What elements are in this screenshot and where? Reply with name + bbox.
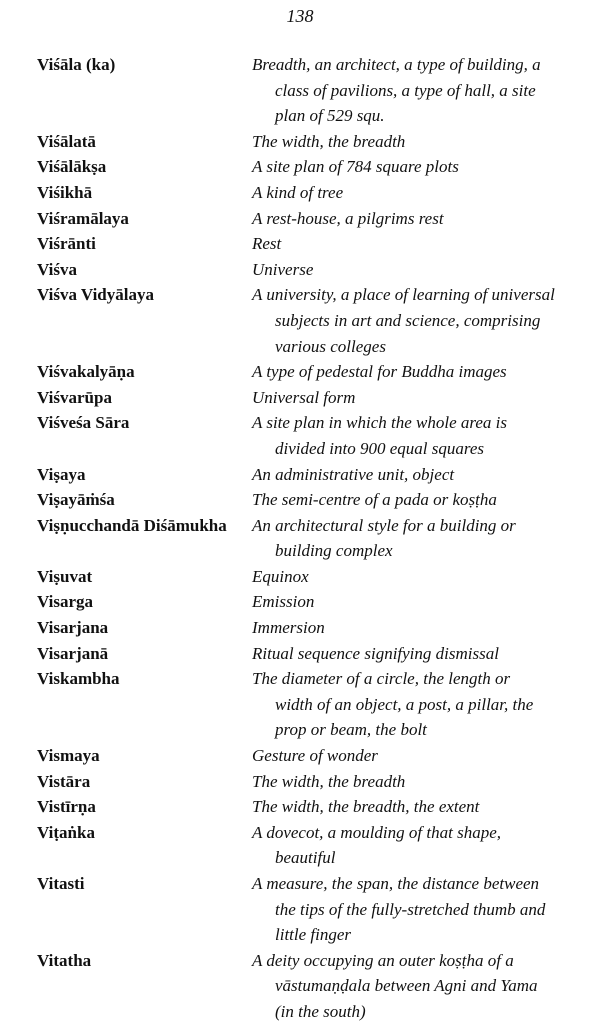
definition-line: A kind of tree xyxy=(252,182,344,202)
glossary-entry xyxy=(37,487,592,513)
glossary-entry xyxy=(37,769,592,795)
definition-line: A deity occupying an outer koṣṭha of a xyxy=(252,950,514,970)
definition-line: A dovecot, a moulding of that shape, xyxy=(252,822,501,842)
entry-term: Vismaya xyxy=(37,746,100,766)
entry-term: Viṣuvat xyxy=(37,566,93,586)
glossary-entry xyxy=(37,666,592,743)
entry-definition xyxy=(252,154,592,180)
glossary-entry xyxy=(37,257,592,283)
entry-term: Visarjana xyxy=(37,618,109,638)
entry-definition xyxy=(252,52,592,129)
definition-line: Immersion xyxy=(252,618,325,638)
entry-term: Viśramālaya xyxy=(37,208,129,228)
definition-line: The diameter of a circle, the length or xyxy=(252,669,511,689)
definition-line: A rest-house, a pilgrims rest xyxy=(252,208,444,228)
entry-definition xyxy=(252,641,592,667)
entry-term: Vitasti xyxy=(37,874,85,893)
definition-line: beautiful xyxy=(275,848,336,868)
definition-line: Emission xyxy=(252,592,315,612)
definition-line: The width, the breadth, the extent xyxy=(252,797,480,817)
entry-definition xyxy=(252,410,592,461)
definition-line: building complex xyxy=(275,541,393,561)
entry-definition xyxy=(252,487,592,513)
definition-line: prop or beam, the bolt xyxy=(275,720,427,740)
definition-line: Rest xyxy=(252,234,282,254)
glossary-entry xyxy=(37,359,592,385)
entry-definition xyxy=(252,206,592,232)
glossary-entry xyxy=(37,129,592,155)
entry-term: Viṣṇucchandā Diśāmukha xyxy=(37,515,227,535)
definition-line: class of pavilions, a type of hall, a site xyxy=(275,80,536,100)
definition-line: Gesture of wonder xyxy=(252,746,378,766)
glossary-entry xyxy=(37,410,592,461)
entry-term: Viśālākṣa xyxy=(37,157,107,177)
definition-line: Universal form xyxy=(252,387,356,407)
glossary-entry xyxy=(37,589,592,615)
entry-term: Viśvakalyāṇa xyxy=(37,362,135,382)
entry-definition xyxy=(252,180,592,206)
entry-term: Vitatha xyxy=(37,950,92,970)
entry-term: Viṣayāṁśa xyxy=(37,490,115,510)
definition-line: various colleges xyxy=(275,336,386,356)
entry-definition xyxy=(252,257,592,283)
entry-term: Viṭaṅka xyxy=(37,822,95,842)
definition-line: The width, the breadth xyxy=(252,131,406,151)
glossary-entry xyxy=(37,282,592,359)
definition-line: plan of 529 squ. xyxy=(275,106,385,126)
glossary-entry xyxy=(37,743,592,769)
glossary-entry xyxy=(37,231,592,257)
entry-term: Viśālatā xyxy=(37,131,96,151)
entry-term: Vistāra xyxy=(37,771,91,791)
glossary-entry xyxy=(37,52,592,129)
entry-definition xyxy=(252,794,592,820)
entry-definition xyxy=(252,359,592,385)
entry-term: Viśva xyxy=(37,259,77,279)
entry-definition xyxy=(252,385,592,411)
definition-line: A site plan in which the whole area is xyxy=(252,413,507,433)
glossary-entry xyxy=(37,794,592,820)
entry-term: Viskambha xyxy=(37,669,120,689)
definition-line: A university, a place of learning of universal xyxy=(252,285,555,305)
entry-definition xyxy=(252,769,592,795)
glossary-entry xyxy=(37,615,592,641)
entry-term: Vistīrṇa xyxy=(37,797,96,817)
entry-term: Viśrānti xyxy=(37,234,96,254)
entry-definition xyxy=(252,513,592,564)
entry-definition xyxy=(252,820,592,871)
glossary-entry xyxy=(37,948,592,1025)
entry-definition xyxy=(252,231,592,257)
glossary-entry xyxy=(37,641,592,667)
definition-line: the tips of the fully-stretched thumb and xyxy=(275,899,546,919)
definition-line: Equinox xyxy=(252,566,309,586)
definition-line: An architectural style for a building or xyxy=(252,515,516,535)
entry-term: Viśikhā xyxy=(37,182,93,202)
entry-term: Viṣaya xyxy=(37,464,86,484)
entry-definition xyxy=(252,589,592,615)
glossary-entry xyxy=(37,871,592,948)
definition-line: divided into 900 equal squares xyxy=(275,438,485,458)
entry-definition xyxy=(252,615,592,641)
entry-term: Visarga xyxy=(37,592,94,612)
glossary-entry xyxy=(37,180,592,206)
definition-line: subjects in art and science, comprising xyxy=(275,310,541,330)
glossary-entry xyxy=(37,154,592,180)
glossary-entry xyxy=(37,206,592,232)
glossary-entry xyxy=(37,513,592,564)
entry-definition xyxy=(252,129,592,155)
entry-term: Viśāla (ka) xyxy=(37,55,116,74)
definition-line: An administrative unit, object xyxy=(252,464,455,484)
glossary-entry xyxy=(37,385,592,411)
definition-line: The width, the breadth xyxy=(252,771,406,791)
definition-line: A site plan of 784 square plots xyxy=(252,157,459,177)
entry-term: Visarjanā xyxy=(37,643,109,663)
definition-line: Ritual sequence signifying dismissal xyxy=(252,643,499,663)
entry-term: Viśva Vidyālaya xyxy=(37,285,154,305)
glossary-entry xyxy=(37,462,592,488)
entry-definition xyxy=(252,666,592,743)
glossary-entry xyxy=(37,820,592,871)
definition-line: width of an object, a post, a pillar, the xyxy=(275,694,534,714)
page-number: 138 xyxy=(286,6,314,26)
definition-line: A measure, the span, the distance between xyxy=(252,874,540,893)
definition-line: A type of pedestal for Buddha images xyxy=(252,362,507,382)
glossary-entry xyxy=(37,564,592,590)
entry-term: Viśvarūpa xyxy=(37,387,112,407)
definition-line: Universe xyxy=(252,259,314,279)
entry-definition xyxy=(252,871,592,948)
definition-line: vāstumaṇḍala between Agni and Yama xyxy=(275,976,538,996)
entry-definition xyxy=(252,948,592,1025)
definition-line: (in the south) xyxy=(275,1001,366,1021)
entry-definition xyxy=(252,564,592,590)
entry-definition xyxy=(252,282,592,359)
glossary-entries xyxy=(37,52,592,1025)
entry-definition xyxy=(252,462,592,488)
definition-line: Breadth, an architect, a type of building, a xyxy=(252,55,541,74)
entry-term: Viśveśa Sāra xyxy=(37,413,130,433)
definition-line: little finger xyxy=(275,925,352,945)
entry-definition xyxy=(252,743,592,769)
definition-line: The semi-centre of a pada or koṣṭha xyxy=(252,490,497,510)
